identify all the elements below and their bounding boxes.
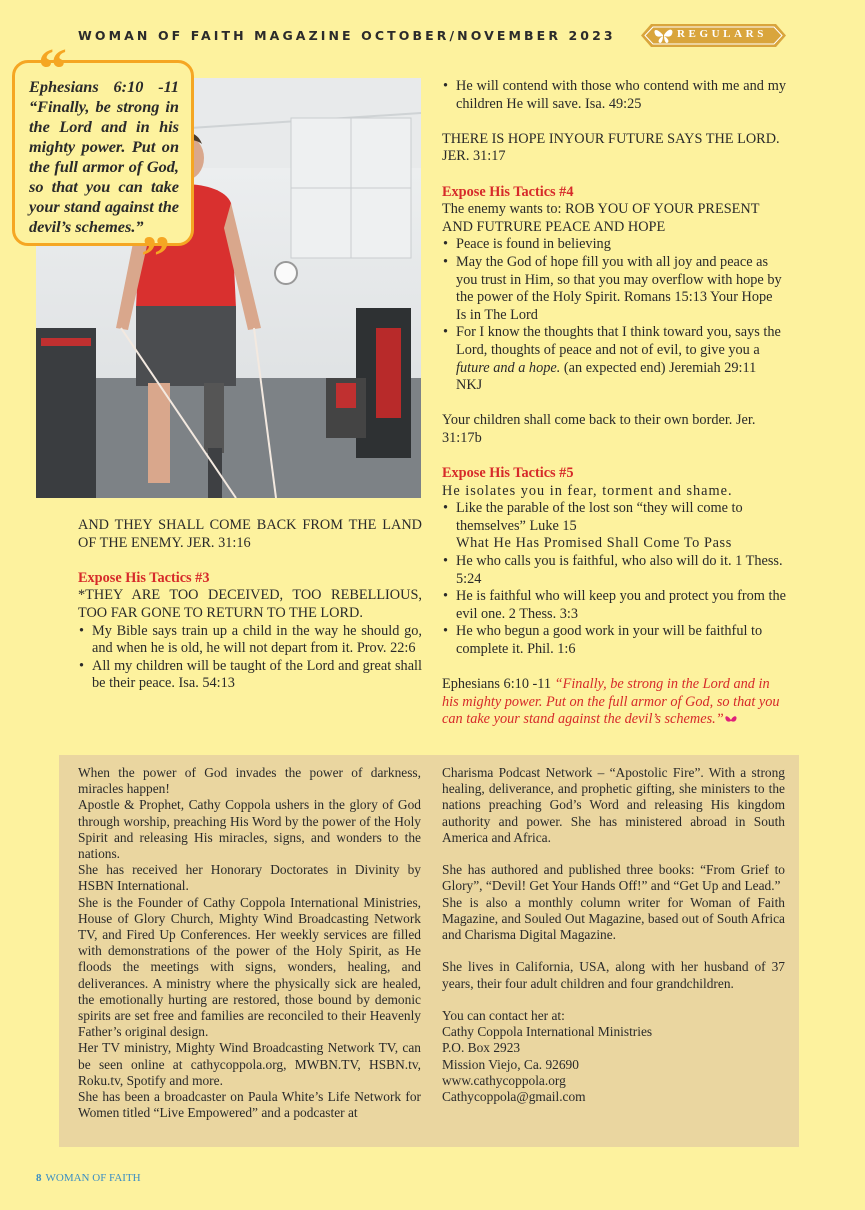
paragraph: AND THEY SHALL COME BACK FROM THE LAND OF THE ENEMY. JER. 31:16 [78,517,422,551]
list-item: • He who calls you is faithful, who also will do it. 1 Thess. 5:24 [442,553,786,588]
list-item: • Peace is found in believing [442,236,786,254]
paragraph: THERE IS HOPE INYOUR FUTURE SAYS THE LORD. JER. 31:17 [442,130,780,165]
pull-quote-text: Ephesians 6:10 -11 “Finally, be strong in the Lord and in his mighty power. Put on the full armor of God, so that you can take your stand against the devil’s schemes.” [29,77,179,236]
bio-paragraph: Apostle & Prophet, Cathy Coppola ushers in the glory of God through worship, preaching His Word by the power of the Holy Spirit and releasing His miracles, signs, and wonders to the nations. [78,797,421,862]
close-quote-icon: ” [141,224,170,289]
page-footer [36,1172,141,1184]
contact-line: Mission Viejo, Ca. 92690 [442,1056,579,1072]
list-item: • He who begun a good work in your will be faithful to complete it. Phil. 1:6 [442,623,786,658]
section-label: REGULARS [677,28,767,40]
tactic-heading: Expose His Tactics #5 [442,465,574,482]
left-column [78,517,422,693]
bio-paragraph: She has received her Honorary Doctorates in Divinity by HSBN International. [78,862,421,894]
list-item: • All my children will be taught of the Lord and great shall be their peace. Isa. 54:13 [78,658,422,693]
magazine-header: WOMAN OF FAITH MAGAZINE OCTOBER/NOVEMBER 2023 [78,28,616,43]
bio-paragraph: She lives in California, USA, along with her husband of 37 years, their four adult children and four grandchildren. [442,959,785,991]
list-item [442,500,786,553]
right-column [442,78,786,729]
footer-magazine-name: WOMAN OF FAITH [45,1172,141,1184]
bullet-list [442,500,786,658]
paragraph: *THEY ARE TOO DECEIVED, TOO REBELLIOUS, TOO FAR GONE TO RETURN TO THE LORD. [78,587,422,621]
scripture-paragraph [442,676,786,729]
list-item [442,324,786,394]
list-text: (an expected end) Jeremiah 29:11 NKJ [456,359,757,394]
list-item: • He will contend with those who contend with me and my children He will save. Isa. 49:25 [442,78,786,113]
contact-block [442,1008,785,1105]
open-quote-icon: “ [38,36,67,101]
paragraph: He isolates you in fear, torment and shame. [442,482,733,499]
email-link[interactable]: Cathycoppola@gmail.com [442,1089,586,1105]
bio-right-column [442,765,785,1105]
contact-line: Cathy Coppola International Ministries [442,1024,653,1040]
website-link[interactable]: www.cathycoppola.org [442,1072,566,1088]
scripture-ref: Ephesians 6:10 -11 [442,676,555,693]
bullet-list [442,236,786,394]
bullet-list [442,78,786,113]
contact-line: You can contact her at: [442,1008,565,1023]
section-banner [641,22,786,49]
paragraph: Your children shall come back to their own border. Jer. 31:17b [442,412,756,446]
list-item: • My Bible says train up a child in the way he should go, and when he is old, he will not depart from it. Prov. 22:6 [78,623,422,658]
tactic-heading: Expose His Tactics #4 [442,183,574,200]
page-number: 8 [36,1172,42,1184]
bio-paragraph: Charisma Podcast Network – “Apostolic Fire”. With a strong healing, deliverance, and prophetic gifting, she ministers to the nations preaching God’s Word and releasing His kingdom authority and power. She has ministered abroad in South America and Africa. [442,765,785,845]
bio-paragraph: Her TV ministry, Mighty Wind Broadcasting Network TV, can be seen online at cathycoppola.org, MWBN.TV, HSBN.tv, Roku.tv, Spotify and more. [78,1040,421,1088]
bio-left-column [78,765,421,1121]
paragraph: The enemy wants to: ROB YOU OF YOUR PRESENT AND FUTRURE PEACE AND HOPE [442,201,760,235]
bio-paragraph: She has been a broadcaster on Paula White’s Life Network for Women titled “Live Empowered” and a podcaster at [78,1089,421,1121]
list-subtext: What He Has Promised Shall Come To Pass [456,535,732,552]
list-text: Like the parable of the lost son “they will come to themselves” Luke 15 [456,500,743,534]
bullet-list [78,623,422,693]
bio-paragraph: She is the Founder of Cathy Coppola International Ministries, House of Glory Church, Mighty Wind Broadcasting Network TV, and Fired Up Conferences. Her weekly services are filled with demonstrations of the power of the Holy Spirit, as He floods the meetings with signs, wonders, healing, and deliverances. A ministry where the physically sick are healed, the emotionally hurting are restored, those bound by demonic spirits are set free and families are reconciled to their Heavenly Father’s original design. [78,894,421,1040]
bio-paragraph: When the power of God invades the power of darkness, miracles happen! [78,765,421,797]
bio-paragraph: She has authored and published three books: “From Grief to Glory”, “Devil! Get Your Hands Off!” and “Get Up and Lead.” [442,862,785,894]
bio-paragraph: She is also a monthly column writer for Woman of Faith Magazine, and Souled Out Magazine, based out of South Africa and Charisma Digital Magazine. [442,894,785,943]
scripture-quote: “Finally, be strong in the Lord and in his mighty power. Put on the full armor of God, so that you can take your stand against the devil’s schemes.” [442,676,780,728]
butterfly-icon [724,714,738,726]
contact-line: P.O. Box 2923 [442,1040,521,1056]
list-emphasis: future and a hope. [456,359,561,376]
list-item: • He is faithful who will keep you and protect you from the evil one. 2 Thess. 3:3 [442,588,786,623]
list-item: • May the God of hope fill you with all joy and peace as you trust in Him, so that you may overflow with hope by the power of the Holy Spirit. Romans 15:13 Your Hope Is in The Lord [442,254,786,324]
list-text: For I know the thoughts that I think toward you, says the Lord, thoughts of peace and not of evil, to give you a [456,324,781,358]
tactic-heading: Expose His Tactics #3 [78,569,210,586]
